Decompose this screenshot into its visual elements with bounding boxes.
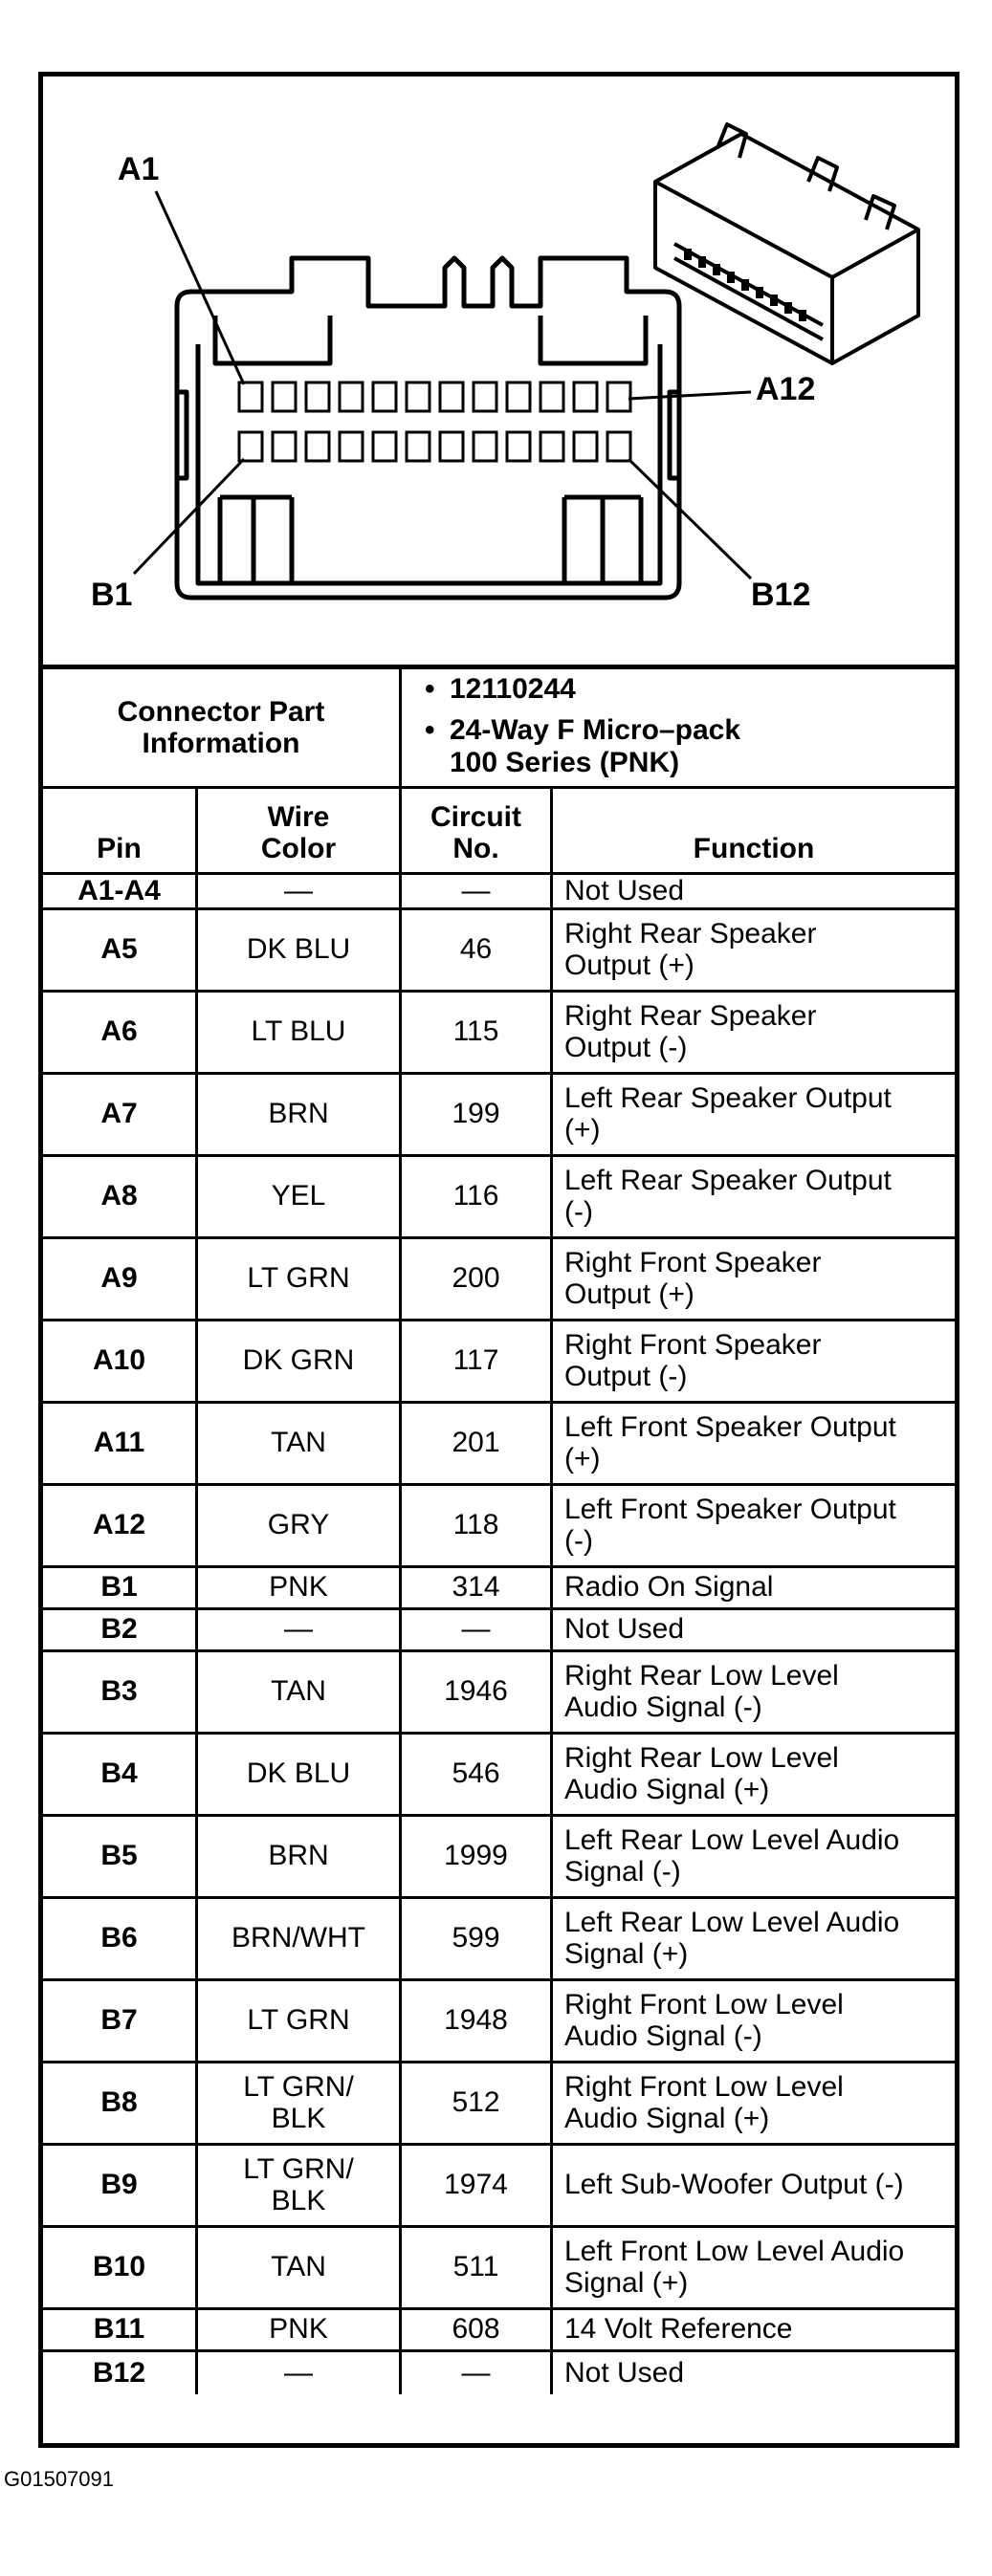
bullet-item: • 24-Way F Micro–pack 100 Series (PNK) xyxy=(425,713,740,778)
function-cell: Not Used xyxy=(564,2356,685,2389)
connector-info-bullets xyxy=(402,669,955,786)
table-row xyxy=(43,1610,955,1652)
pin-cell: A12 xyxy=(43,1486,198,1565)
pin-cell: B11 xyxy=(43,2310,198,2349)
header-wire-color: Wire Color xyxy=(198,789,402,872)
wire-color-cell: TAN xyxy=(198,2228,402,2307)
circuit-cell: 201 xyxy=(402,1404,553,1483)
pin-cell: B3 xyxy=(43,1652,198,1732)
table-row xyxy=(43,2063,955,2146)
pin-cell: B2 xyxy=(43,1610,198,1649)
table-row xyxy=(43,1404,955,1486)
connector-diagram xyxy=(43,76,955,669)
label-b12: B12 xyxy=(751,577,811,613)
pin-cell: B4 xyxy=(43,1735,198,1814)
circuit-cell: 546 xyxy=(402,1735,553,1814)
wire-color-cell: LT BLU xyxy=(198,993,402,1072)
guide-right xyxy=(564,497,641,583)
function-cell: Right Rear Speaker Output (-) xyxy=(564,1000,817,1063)
connector-iso-pins xyxy=(684,249,806,321)
figure-code: G01507091 xyxy=(4,2467,114,2491)
circuit-cell: 1948 xyxy=(402,1981,553,2061)
connector-iso-view xyxy=(655,124,918,363)
connector-info-heading: Connector Part Information xyxy=(43,669,402,786)
function-cell: Left Rear Speaker Output (-) xyxy=(564,1165,892,1228)
connector-info-row xyxy=(43,669,955,789)
bullet-item: • 12110244 xyxy=(425,673,576,705)
pin-cell: A8 xyxy=(43,1157,198,1236)
wire-color-cell: — xyxy=(198,875,402,907)
table-row xyxy=(43,993,955,1075)
function-cell: Left Front Speaker Output (+) xyxy=(564,1411,896,1474)
table-row xyxy=(43,1652,955,1735)
wire-color-cell: DK BLU xyxy=(198,910,402,990)
pin-cell: B9 xyxy=(43,2146,198,2225)
guide-left xyxy=(220,497,292,583)
table-row xyxy=(43,2146,955,2228)
function-cell: Not Used xyxy=(564,874,685,906)
function-cell: Left Front Speaker Output (-) xyxy=(564,1494,896,1557)
circuit-cell: 599 xyxy=(402,1899,553,1978)
table-row xyxy=(43,1899,955,1981)
table-row xyxy=(43,1239,955,1321)
wire-color-cell: DK GRN xyxy=(198,1321,402,1401)
wire-color-cell: BRN xyxy=(198,1075,402,1154)
table-row xyxy=(43,2228,955,2310)
label-b1: B1 xyxy=(91,577,133,613)
pin-cell: B6 xyxy=(43,1899,198,1978)
pin-cell: A1-A4 xyxy=(43,875,198,907)
circuit-cell: 608 xyxy=(402,2310,553,2349)
circuit-cell: 118 xyxy=(402,1486,553,1565)
wire-color-cell: TAN xyxy=(198,1652,402,1732)
circuit-cell: 511 xyxy=(402,2228,553,2307)
table-row xyxy=(43,1568,955,1610)
pin-cavities xyxy=(239,382,630,461)
header-circuit: Circuit No. xyxy=(402,789,553,872)
table-row xyxy=(43,1157,955,1239)
function-cell: Left Rear Low Level Audio Signal (-) xyxy=(564,1824,900,1888)
function-cell: Left Rear Low Level Audio Signal (+) xyxy=(564,1907,900,1970)
wire-color-cell: LT GRN/ BLK xyxy=(198,2146,402,2225)
table-header-row xyxy=(43,789,955,875)
pin-cell: A6 xyxy=(43,993,198,1072)
latch-right xyxy=(540,316,646,363)
table-row xyxy=(43,1075,955,1157)
table-row xyxy=(43,2352,955,2394)
header-pin: Pin xyxy=(43,789,198,872)
table-row xyxy=(43,1981,955,2063)
pinout-table xyxy=(43,669,955,2394)
function-cell: Right Front Low Level Audio Signal (+) xyxy=(564,2071,844,2134)
circuit-cell: — xyxy=(402,1610,553,1649)
wire-color-cell: YEL xyxy=(198,1157,402,1236)
function-cell: Radio On Signal xyxy=(564,1571,774,1604)
pin-cell: B12 xyxy=(43,2352,198,2394)
function-cell: Right Front Low Level Audio Signal (-) xyxy=(564,1989,844,2052)
wire-color-cell: DK BLU xyxy=(198,1735,402,1814)
circuit-cell: 512 xyxy=(402,2063,553,2143)
pin-cell: B7 xyxy=(43,1981,198,2061)
function-cell: Left Rear Speaker Output (+) xyxy=(564,1082,892,1146)
table-row xyxy=(43,1735,955,1817)
function-cell: Left Sub-Woofer Output (-) xyxy=(564,2169,904,2201)
header-function: Function xyxy=(693,832,815,864)
table-row xyxy=(43,910,955,993)
wire-color-cell: LT GRN/ BLK xyxy=(198,2063,402,2143)
table-row xyxy=(43,875,955,910)
pin-cell: B5 xyxy=(43,1817,198,1896)
table-row xyxy=(43,1321,955,1404)
wire-color-cell: GRY xyxy=(198,1486,402,1565)
wire-color-cell: LT GRN xyxy=(198,1981,402,2061)
function-cell: Right Rear Low Level Audio Signal (+) xyxy=(564,1742,839,1805)
wire-color-cell: TAN xyxy=(198,1404,402,1483)
circuit-cell: 314 xyxy=(402,1568,553,1607)
function-cell: Right Rear Low Level Audio Signal (-) xyxy=(564,1660,839,1723)
pin-cell: B1 xyxy=(43,1568,198,1607)
connector-face-drawing xyxy=(43,76,955,665)
connector-sheet xyxy=(38,72,959,2448)
circuit-cell: 116 xyxy=(402,1157,553,1236)
pin-cell: A10 xyxy=(43,1321,198,1401)
pin-cell: A9 xyxy=(43,1239,198,1319)
pin-cell: A5 xyxy=(43,910,198,990)
function-cell: Right Front Speaker Output (-) xyxy=(564,1329,822,1392)
pin-cell: B8 xyxy=(43,2063,198,2143)
function-cell: Not Used xyxy=(564,1613,685,1646)
circuit-cell: 1974 xyxy=(402,2146,553,2225)
pin-cell: B10 xyxy=(43,2228,198,2307)
wire-color-cell: PNK xyxy=(198,2310,402,2349)
table-row xyxy=(43,1486,955,1568)
pin-cell: A7 xyxy=(43,1075,198,1154)
circuit-cell: 199 xyxy=(402,1075,553,1154)
function-cell: Left Front Low Level Audio Signal (+) xyxy=(564,2236,905,2299)
function-cell: Right Rear Speaker Output (+) xyxy=(564,918,817,981)
table-body xyxy=(43,875,955,2394)
function-cell: 14 Volt Reference xyxy=(564,2313,793,2346)
wire-color-cell: PNK xyxy=(198,1568,402,1607)
connector-inner-outline xyxy=(198,344,660,583)
wire-color-cell: BRN xyxy=(198,1817,402,1896)
circuit-cell: 115 xyxy=(402,993,553,1072)
circuit-cell: 1946 xyxy=(402,1652,553,1732)
circuit-cell: — xyxy=(402,2352,553,2394)
function-cell: Right Front Speaker Output (+) xyxy=(564,1247,822,1310)
pin-cell: A11 xyxy=(43,1404,198,1483)
circuit-cell: 117 xyxy=(402,1321,553,1401)
table-row xyxy=(43,1817,955,1899)
circuit-cell: 1999 xyxy=(402,1817,553,1896)
label-a1: A1 xyxy=(118,151,160,187)
wire-color-cell: LT GRN xyxy=(198,1239,402,1319)
circuit-cell: 200 xyxy=(402,1239,553,1319)
wire-color-cell: — xyxy=(198,2352,402,2394)
table-row xyxy=(43,2310,955,2352)
wire-color-cell: BRN/WHT xyxy=(198,1899,402,1978)
circuit-cell: 46 xyxy=(402,910,553,990)
circuit-cell: — xyxy=(402,875,553,907)
wire-color-cell: — xyxy=(198,1610,402,1649)
label-a12: A12 xyxy=(756,371,816,407)
